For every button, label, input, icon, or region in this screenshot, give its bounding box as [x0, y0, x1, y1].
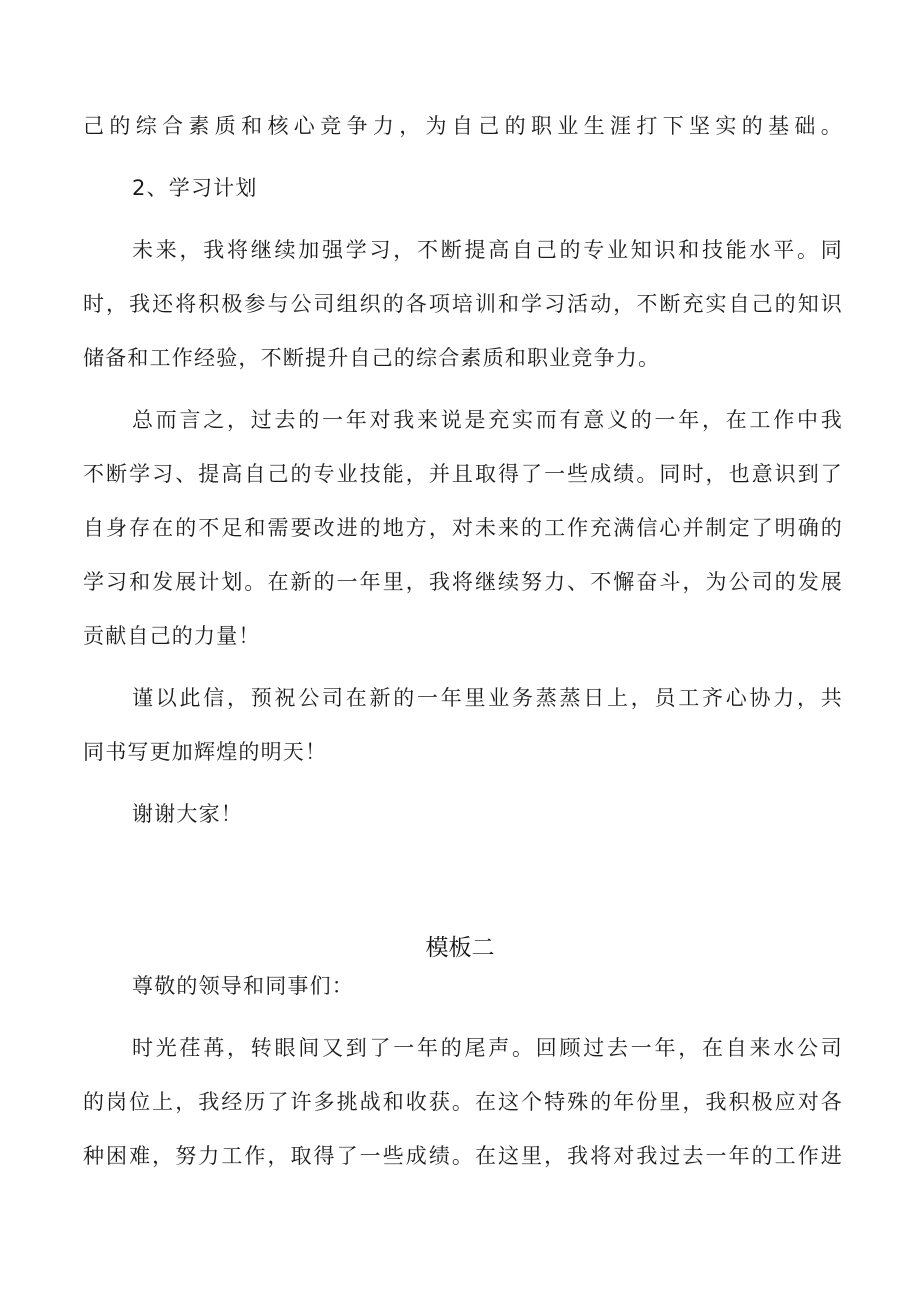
section-title: 模板二: [425, 934, 495, 960]
paragraph-line: 总而言之，过去的一年对我来说是充实而有意义的一年，在工作中我: [132, 408, 843, 432]
paragraph-line: 不断学习、提高自己的专业技能，并且取得了一些成绩。同时，也意识到了: [83, 462, 843, 486]
paragraph-line: 谨以此信，预祝公司在新的一年里业务蒸蒸日上，员工齐心协力，共: [132, 686, 843, 710]
paragraph-line: 学习和发展计划。在新的一年里，我将继续努力、不懈奋斗，为公司的发展: [83, 570, 843, 594]
greeting: 尊敬的领导和同事们：: [132, 974, 354, 998]
paragraph-line: 时光荏苒，转眼间又到了一年的尾声。回顾过去一年，在自来水公司: [132, 1036, 843, 1060]
paragraph-line: 己的综合素质和核心竞争力，为自己的职业生涯打下坚实的基础。: [83, 114, 843, 138]
paragraph-line: 同书写更加辉煌的明天！: [83, 740, 328, 764]
section-heading-study-plan: 2、学习计划: [132, 176, 258, 200]
closing-thanks: 谢谢大家！: [132, 802, 243, 826]
paragraph-line: 未来，我将继续加强学习，不断提高自己的专业知识和技能水平。同: [132, 238, 843, 262]
paragraph-line: 储备和工作经验，不断提升自己的综合素质和职业竞争力。: [83, 346, 661, 370]
paragraph-line: 贡献自己的力量！: [83, 624, 261, 648]
paragraph-line: 种困难，努力工作，取得了一些成绩。在这里，我将对我过去一年的工作进: [83, 1144, 843, 1168]
paragraph-line: 自身存在的不足和需要改进的地方，对未来的工作充满信心并制定了明确的: [83, 516, 843, 540]
paragraph-line: 的岗位上，我经历了许多挑战和收获。在这个特殊的年份里，我积极应对各: [83, 1090, 843, 1114]
paragraph-line: 时，我还将积极参与公司组织的各项培训和学习活动，不断充实自己的知识: [83, 292, 843, 316]
